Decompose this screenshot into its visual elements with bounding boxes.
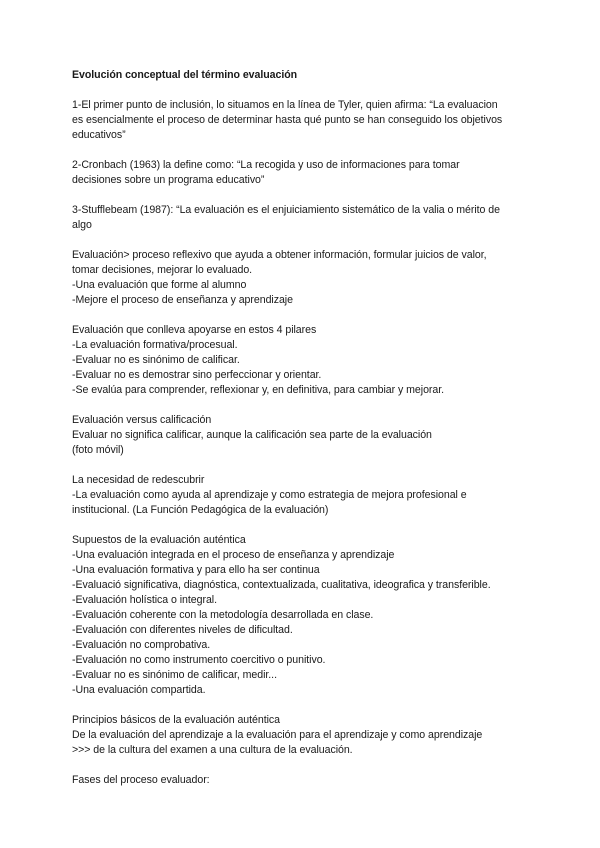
text-line: -Evaluación coherente con la metodología desarrollada en clase. <box>72 609 374 621</box>
text-line: -Evaluació significativa, diagnóstica, contextualizada, cualitativa, ideografica y transferible. <box>72 579 491 591</box>
text-line: >>> de la cultura del examen a una cultura de la evaluación. <box>72 744 353 756</box>
text-line: Evaluación versus calificación <box>72 414 212 426</box>
text-line: (foto móvil) <box>72 444 124 456</box>
paragraph <box>72 713 534 758</box>
text-line: Supuestos de la evaluación auténtica <box>72 534 246 546</box>
text-line: De la evaluación del aprendizaje a la evaluación para el aprendizaje y como aprendizaje <box>72 729 483 741</box>
text-line: -Evaluación con diferentes niveles de dificultad. <box>72 624 293 636</box>
text-line: -Una evaluación compartida. <box>72 684 206 696</box>
text-line: 3-Stufflebeam (1987): “La evaluación es el enjuiciamiento sistemático de la valia o mérito de <box>72 204 500 216</box>
paragraph <box>72 323 534 398</box>
text-line: -Mejore el proceso de enseñanza y aprendizaje <box>72 294 293 306</box>
text-line: -La evaluación formativa/procesual. <box>72 339 238 351</box>
document-body <box>72 68 534 803</box>
text-line: -Una evaluación integrada en el proceso de enseñanza y aprendizaje <box>72 549 395 561</box>
text-line: -Evaluación no como instrumento coercitivo o punitivo. <box>72 654 326 666</box>
text-line: -Evaluación no comprobativa. <box>72 639 211 651</box>
text-line: algo <box>72 219 92 231</box>
text-line: Evaluación> proceso reflexivo que ayuda a obtener información, formular juicios de valor, <box>72 249 487 261</box>
text-line: -Evaluación holística o integral. <box>72 594 217 606</box>
paragraph <box>72 203 534 233</box>
text-line: educativos” <box>72 129 126 141</box>
paragraph-list <box>72 98 534 788</box>
text-line: -Una evaluación formativa y para ello ha ser continua <box>72 564 320 576</box>
document-title: Evolución conceptual del término evaluación <box>72 69 298 81</box>
paragraph <box>72 98 534 143</box>
paragraph <box>72 533 534 698</box>
text-line: institucional. (La Función Pedagógica de la evaluación) <box>72 504 329 516</box>
text-line: -Se evalúa para comprender, reflexionar y, en definitiva, para cambiar y mejorar. <box>72 384 445 396</box>
text-line: Fases del proceso evaluador: <box>72 774 210 786</box>
text-line: 1-El primer punto de inclusión, lo situamos en la línea de Tyler, quien afirma: “La evaluacion <box>72 99 498 111</box>
text-line: -Evaluar no es demostrar sino perfeccionar y orientar. <box>72 369 322 381</box>
text-line: decisiones sobre un programa educativo” <box>72 174 265 186</box>
text-line: -Una evaluación que forme al alumno <box>72 279 247 291</box>
text-line: La necesidad de redescubrir <box>72 474 205 486</box>
paragraph <box>72 158 534 188</box>
text-line: Evaluar no significa calificar, aunque la calificación sea parte de la evaluación <box>72 429 432 441</box>
text-line: -Evaluar no es sinónimo de calificar, medir... <box>72 669 277 681</box>
text-line: Evaluación que conlleva apoyarse en estos 4 pilares <box>72 324 317 336</box>
paragraph <box>72 773 534 788</box>
text-line: 2-Cronbach (1963) la define como: “La recogida y uso de informaciones para tomar <box>72 159 460 171</box>
paragraph <box>72 248 534 308</box>
text-line: -La evaluación como ayuda al aprendizaje y como estrategia de mejora profesional e <box>72 489 467 501</box>
paragraph <box>72 413 534 458</box>
text-line: -Evaluar no es sinónimo de calificar. <box>72 354 240 366</box>
text-line: tomar decisiones, mejorar lo evaluado. <box>72 264 253 276</box>
text-line: es esencialmente el proceso de determinar hasta qué punto se han conseguido los objetivos <box>72 114 503 126</box>
text-line: Principios básicos de la evaluación auténtica <box>72 714 280 726</box>
paragraph <box>72 473 534 518</box>
